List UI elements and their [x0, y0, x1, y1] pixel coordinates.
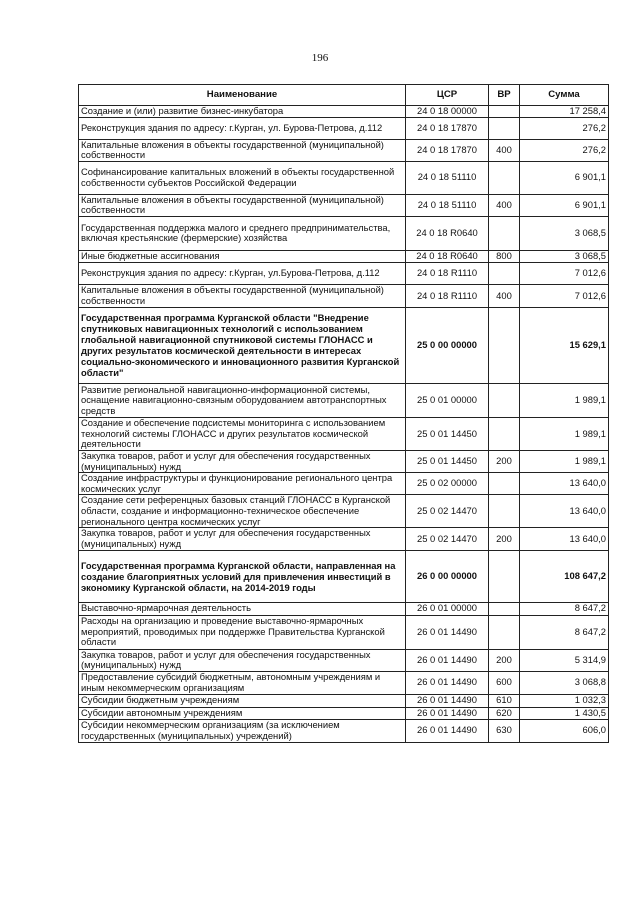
row-vr [489, 602, 520, 615]
row-name: Капитальные вложения в объекты государственной (муниципальной) собственности [79, 139, 406, 161]
table-row [79, 671, 609, 694]
row-sum: 1 989,1 [520, 383, 609, 417]
row-csr: 26 0 01 14490 [406, 694, 489, 707]
table-row [79, 602, 609, 615]
row-sum: 13 640,0 [520, 528, 609, 550]
table-row [79, 615, 609, 649]
row-sum: 1 989,1 [520, 417, 609, 450]
header-name: Наименование [79, 85, 406, 106]
row-sum: 8 647,2 [520, 615, 609, 649]
row-vr [489, 550, 520, 602]
table-row [79, 250, 609, 262]
table-row [79, 383, 609, 417]
row-csr: 26 0 00 00000 [406, 550, 489, 602]
row-csr: 24 0 18 51110 [406, 194, 489, 216]
row-name: Государственная поддержка малого и среднего предпринимательства, включая крестьянские (фермерские) хозяйства [79, 216, 406, 250]
table-row [79, 307, 609, 383]
row-vr: 800 [489, 250, 520, 262]
row-vr [489, 106, 520, 118]
row-csr: 26 0 01 14490 [406, 615, 489, 649]
row-name: Иные бюджетные ассигнования [79, 250, 406, 262]
row-name: Субсидии бюджетным учреждениям [79, 694, 406, 707]
header-row [79, 85, 609, 106]
row-sum: 13 640,0 [520, 473, 609, 495]
header-vr: ВР [489, 85, 520, 106]
row-sum: 1 032,3 [520, 694, 609, 707]
table-row [79, 117, 609, 139]
row-name: Реконструкция здания по адресу: г.Курган, ул.Бурова-Петрова, д.112 [79, 262, 406, 284]
row-name: Субсидии некоммерческим организациям (за исключением государственных (муниципальных) учреждений) [79, 719, 406, 742]
row-sum: 6 901,1 [520, 161, 609, 194]
row-vr: 620 [489, 707, 520, 719]
row-csr: 26 0 01 00000 [406, 602, 489, 615]
row-vr [489, 615, 520, 649]
header-csr: ЦСР [406, 85, 489, 106]
row-vr [489, 383, 520, 417]
row-sum: 13 640,0 [520, 495, 609, 528]
table-row [79, 719, 609, 742]
table-row [79, 473, 609, 495]
row-csr: 25 0 00 00000 [406, 307, 489, 383]
row-sum: 1 989,1 [520, 450, 609, 472]
row-csr: 26 0 01 14490 [406, 707, 489, 719]
row-name: Закупка товаров, работ и услуг для обеспечения государственных (муниципальных) нужд [79, 528, 406, 550]
row-sum: 3 068,5 [520, 250, 609, 262]
row-vr: 400 [489, 194, 520, 216]
table-row [79, 262, 609, 284]
row-sum: 6 901,1 [520, 194, 609, 216]
table-row [79, 161, 609, 194]
row-name: Закупка товаров, работ и услуг для обеспечения государственных (муниципальных) нужд [79, 649, 406, 671]
row-vr [489, 262, 520, 284]
row-csr: 24 0 18 17870 [406, 117, 489, 139]
table-row [79, 417, 609, 450]
row-vr [489, 495, 520, 528]
row-name: Государственная программа Курганской области "Внедрение спутниковых навигационных технологий с использованием глобальной навигационной спутниковой системы ГЛОНАСС и других результатов космической деятельности в интересах социально-экономического и инновационного развития Курганской области" [79, 307, 406, 383]
row-vr [489, 117, 520, 139]
row-sum: 7 012,6 [520, 262, 609, 284]
row-csr: 24 0 18 00000 [406, 106, 489, 118]
row-vr: 200 [489, 450, 520, 472]
row-name: Расходы на организацию и проведение выставочно-ярмарочных мероприятий, проводимых при поддержке Правительства Курганской области [79, 615, 406, 649]
row-csr: 26 0 01 14490 [406, 719, 489, 742]
table-row [79, 694, 609, 707]
row-name: Создание сети референцных базовых станций ГЛОНАСС в Курганской области, создание и информационно-техническое обеспечение регионального центра космических услуг [79, 495, 406, 528]
row-name: Реконструкция здания по адресу: г.Курган, ул. Бурова-Петрова, д.112 [79, 117, 406, 139]
row-vr [489, 473, 520, 495]
table-row [79, 649, 609, 671]
row-vr: 610 [489, 694, 520, 707]
row-name: Софинансирование капитальных вложений в объекты государственной собственности субъектов Российской Федерации [79, 161, 406, 194]
row-csr: 25 0 02 14470 [406, 528, 489, 550]
row-name: Выставочно-ярмарочная деятельность [79, 602, 406, 615]
row-csr: 25 0 02 00000 [406, 473, 489, 495]
row-vr [489, 417, 520, 450]
row-sum: 606,0 [520, 719, 609, 742]
table-row [79, 216, 609, 250]
row-csr: 24 0 18 R1110 [406, 284, 489, 307]
row-vr: 600 [489, 671, 520, 694]
table-row [79, 528, 609, 550]
row-name: Создание инфраструктуры и функционирование регионального центра космических услуг [79, 473, 406, 495]
page-number: 196 [311, 52, 329, 64]
row-vr: 200 [489, 528, 520, 550]
row-csr: 24 0 18 R0640 [406, 216, 489, 250]
table-row [79, 495, 609, 528]
row-sum: 15 629,1 [520, 307, 609, 383]
row-csr: 26 0 01 14490 [406, 671, 489, 694]
table-row [79, 284, 609, 307]
row-csr: 25 0 01 14450 [406, 417, 489, 450]
row-sum: 8 647,2 [520, 602, 609, 615]
budget-table [78, 84, 609, 743]
table-body [79, 106, 609, 743]
row-name: Капитальные вложения в объекты государственной (муниципальной) собственности [79, 194, 406, 216]
row-sum: 276,2 [520, 139, 609, 161]
row-name: Создание и обеспечение подсистемы мониторинга с использованием технологий системы ГЛОНАСС и других результатов космической деятельности [79, 417, 406, 450]
row-name: Субсидии автономным учреждениям [79, 707, 406, 719]
header-sum: Сумма [520, 85, 609, 106]
row-vr [489, 307, 520, 383]
table-row [79, 139, 609, 161]
table-row [79, 450, 609, 472]
row-csr: 24 0 18 R1110 [406, 262, 489, 284]
row-sum: 3 068,5 [520, 216, 609, 250]
row-vr: 630 [489, 719, 520, 742]
row-csr: 25 0 02 14470 [406, 495, 489, 528]
row-name: Создание и (или) развитие бизнес-инкубатора [79, 106, 406, 118]
row-sum: 5 314,9 [520, 649, 609, 671]
row-vr: 400 [489, 284, 520, 307]
table-row [79, 550, 609, 602]
row-sum: 3 068,8 [520, 671, 609, 694]
row-vr: 200 [489, 649, 520, 671]
row-sum: 17 258,4 [520, 106, 609, 118]
row-name: Капитальные вложения в объекты государственной (муниципальной) собственности [79, 284, 406, 307]
row-name: Закупка товаров, работ и услуг для обеспечения государственных (муниципальных) нужд [79, 450, 406, 472]
row-csr: 24 0 18 51110 [406, 161, 489, 194]
row-sum: 7 012,6 [520, 284, 609, 307]
row-sum: 276,2 [520, 117, 609, 139]
row-csr: 25 0 01 14450 [406, 450, 489, 472]
table-header [79, 85, 609, 106]
row-name: Государственная программа Курганской области, направленная на создание благоприятных условий для привлечения инвестиций в экономику Курганской области, на 2014-2019 годы [79, 550, 406, 602]
row-sum: 108 647,2 [520, 550, 609, 602]
table-row [79, 106, 609, 118]
row-sum: 1 430,5 [520, 707, 609, 719]
row-vr: 400 [489, 139, 520, 161]
row-csr: 24 0 18 17870 [406, 139, 489, 161]
row-vr [489, 161, 520, 194]
row-csr: 24 0 18 R0640 [406, 250, 489, 262]
table-row [79, 194, 609, 216]
table-row [79, 707, 609, 719]
row-csr: 26 0 01 14490 [406, 649, 489, 671]
row-name: Предоставление субсидий бюджетным, автономным учреждениям и иным некоммерческим организациям [79, 671, 406, 694]
row-vr [489, 216, 520, 250]
row-csr: 25 0 01 00000 [406, 383, 489, 417]
row-name: Развитие региональной навигационно-информационной системы, оснащение навигационно-связным оборудованием автотранспортных средств [79, 383, 406, 417]
